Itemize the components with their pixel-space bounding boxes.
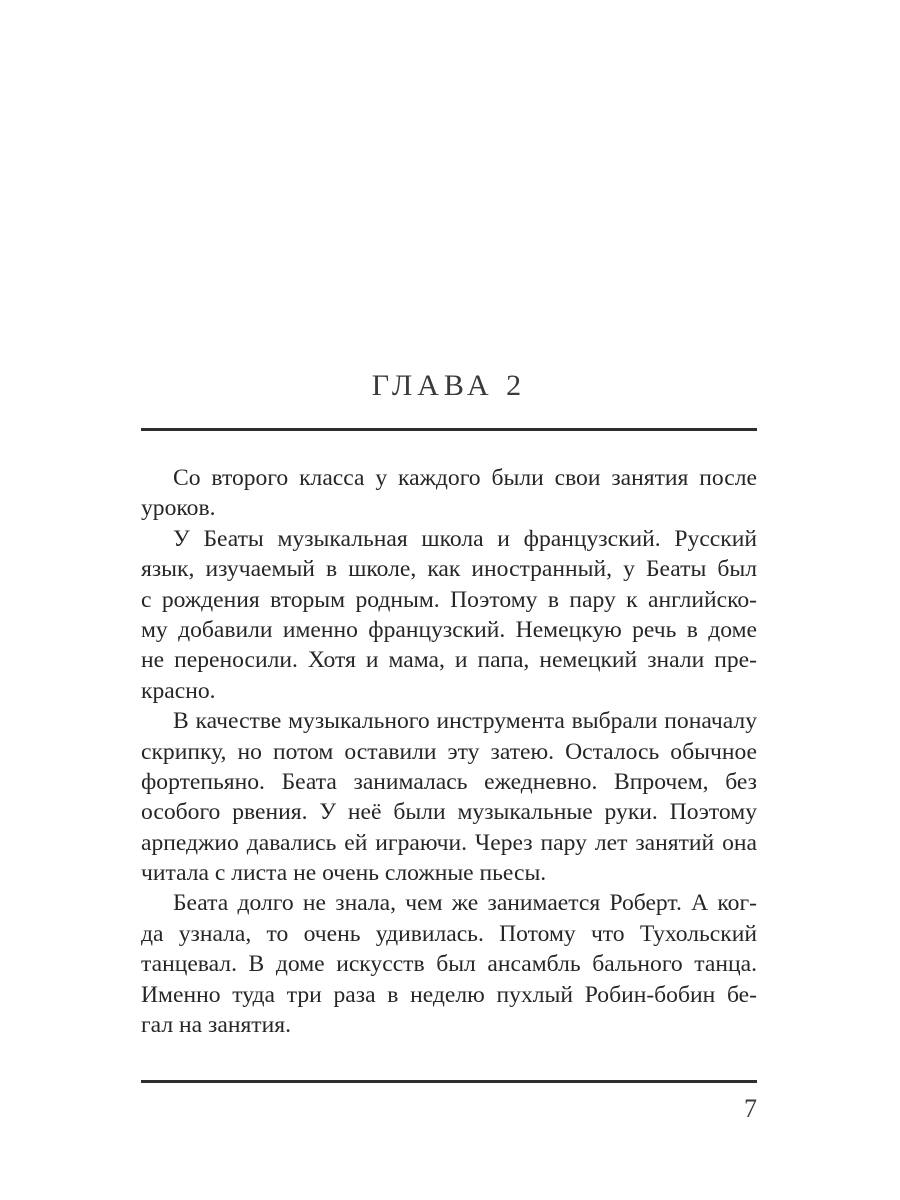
body-text	[141, 463, 757, 1040]
text-line: му добавили именно французский. Немецкую речь в доме	[141, 616, 757, 643]
text-line: танцевал. В доме искусств был ансамбль бального танца.	[141, 951, 757, 978]
page-number: 7	[744, 1094, 757, 1123]
text-line: да узнала, то очень удивилась. Потому что Тухольский	[141, 920, 757, 947]
text-line: В качестве музыкального инструмента выбрали поначалу	[173, 708, 757, 735]
text-line: У Беаты музыкальная школа и французский. Русский	[173, 525, 757, 552]
text-line: фортепьяно. Беата занималась ежедневно. Впрочем, без	[141, 768, 757, 795]
text-line: язык, изучаемый в школе, как иностранный, у Беаты был	[141, 556, 757, 583]
text-line: скрипку, но потом оставили эту затею. Осталось обычное	[141, 738, 757, 765]
text-line: гал на занятия.	[141, 1012, 291, 1039]
header-rule	[141, 428, 757, 431]
text-line: с рождения вторым родным. Поэтому в пару к английско-	[141, 586, 757, 613]
text-line: Беата долго не знала, чем же занимается Роберт. А ког-	[173, 890, 757, 917]
text-line: Со второго класса у каждого были свои занятия после	[173, 465, 757, 491]
text-line: не переносили. Хотя и мама, и папа, немецкий знали пре-	[141, 647, 757, 674]
text-line: красно.	[141, 677, 216, 704]
text-line: Именно туда три раза в неделю пухлый Робин-бобин бе-	[141, 981, 757, 1008]
footer-rule	[141, 1080, 757, 1083]
text-line: читала с листа не очень сложные пьесы.	[141, 860, 547, 887]
text-line: особого рвения. У неё были музыкальные руки. Поэтому	[141, 799, 757, 826]
text-line: уроков.	[141, 495, 216, 522]
text-line: арпеджио давались ей играючи. Через пару лет занятий она	[141, 829, 757, 856]
chapter-title: ГЛАВА 2	[371, 369, 527, 402]
